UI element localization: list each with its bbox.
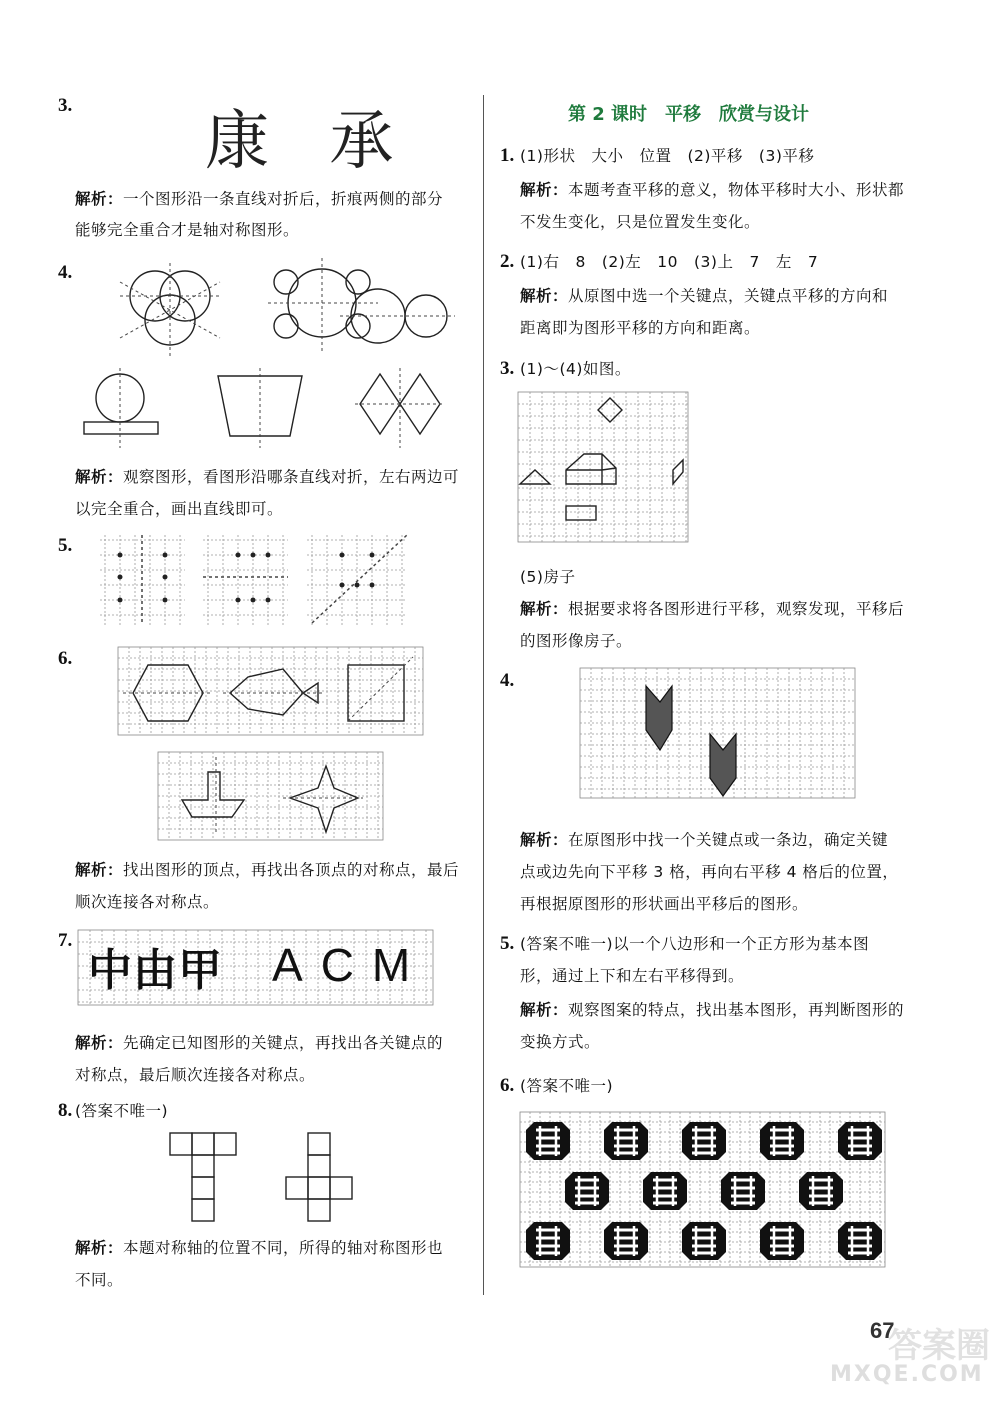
q7-letter: C — [320, 939, 372, 991]
q6-explanation: 解析：找出图形的顶点，再找出各顶点的对称点，最后 — [75, 861, 460, 879]
r-q3-explanation: 解析：根据要求将各图形进行平移，观察发现，平移后 — [520, 600, 905, 618]
q7-explanation-2: 对称点，最后顺次连接各对称点。 — [75, 1066, 316, 1084]
watermark-logo: 答案圈 — [888, 1326, 990, 1366]
r-q3-grid — [518, 392, 693, 547]
knot-tile — [604, 1222, 648, 1260]
section-title: 第 2 课时 平移 欣赏与设计 — [568, 104, 810, 125]
r-q3-sub: (5)房子 — [520, 568, 576, 586]
q4-two-circles — [340, 286, 460, 356]
q5-number: 5. — [58, 535, 73, 556]
r-q2-explanation: 解析：从原图中选一个关键点，关键点平移的方向和 — [520, 287, 889, 305]
q4-explanation-2: 以完全重合，画出直线即可。 — [75, 500, 284, 518]
knot-tile — [838, 1122, 882, 1160]
knot-tile — [799, 1172, 843, 1210]
knot-tile — [526, 1122, 570, 1160]
q7-char: 中 — [88, 945, 133, 996]
q6-explanation-2: 顺次连接各对称点。 — [75, 893, 220, 911]
q3-explanation-2: 能够完全重合才是轴对称图形。 — [75, 221, 300, 239]
r-q5-text: (答案不唯一)以一个八边形和一个正方形为基本图 — [520, 935, 870, 953]
r-q2-explanation-2: 距离即为图形平移的方向和距离。 — [520, 319, 761, 337]
r-q4-number: 4. — [500, 670, 515, 691]
q7-number: 7. — [58, 930, 73, 951]
page-number: 67 — [870, 1318, 895, 1343]
r-q4-explanation-2: 点或边先向下平移 3 格，再向右平移 4 格后的位置， — [520, 863, 899, 881]
q3-glyphs: 康 承 — [205, 105, 414, 179]
knot-tile — [565, 1172, 609, 1210]
knot-tile — [643, 1172, 687, 1210]
q8-text: (答案不唯一) — [75, 1102, 169, 1120]
r-q1-explanation-2: 不发生变化，只是位置发生变化。 — [520, 213, 761, 231]
q7-chinese-chars — [88, 934, 223, 998]
knot-tile — [760, 1222, 804, 1260]
knot-tile — [604, 1122, 648, 1160]
r-q4-grid — [580, 668, 860, 803]
r-q5-text-2: 形，通过上下和左右平移得到。 — [520, 967, 745, 985]
r-q4-explanation: 解析：在原图形中找一个关键点或一条边，确定关键 — [520, 831, 889, 849]
q8-explanation: 解析：本题对称轴的位置不同，所得的轴对称图形也 — [75, 1239, 444, 1257]
q8-number: 8. — [58, 1100, 73, 1121]
r-q3-text: (1)～(4)如图。 — [520, 360, 631, 378]
knot-tile — [721, 1172, 765, 1210]
q3-explanation: 解析：一个图形沿一条直线对折后，折痕两侧的部分 — [75, 190, 444, 208]
r-q1-text: (1)形状 大小 位置 (2)平移 (3)平移 — [520, 147, 815, 165]
r-q6-number: 6. — [500, 1075, 515, 1096]
r-q5-number: 5. — [500, 933, 515, 954]
q7-letter: M — [371, 939, 429, 991]
r-q4-explanation-3: 再根据原图形的形状画出平移后的图形。 — [520, 895, 809, 913]
q4-number: 4. — [58, 262, 73, 283]
knot-tile — [838, 1222, 882, 1260]
q7-explanation: 解析：先确定已知图形的关键点，再找出各关键点的 — [75, 1034, 444, 1052]
r-q5-explanation: 解析：观察图案的特点，找出基本图形，再判断图形的 — [520, 1001, 905, 1019]
knot-tile — [526, 1222, 570, 1260]
r-q1-number: 1. — [500, 145, 515, 166]
q8-explanation-2: 不同。 — [75, 1271, 124, 1289]
q6-number: 6. — [58, 648, 73, 669]
knot-tile — [682, 1122, 726, 1160]
q7-char: 甲 — [178, 945, 223, 996]
q4-explanation: 解析：观察图形，看图形沿哪条直线对折，左右两边可 — [75, 468, 460, 486]
column-divider — [483, 95, 484, 1295]
r-q1-explanation: 解析：本题考查平移的意义，物体平移时大小、形状都 — [520, 181, 905, 199]
knot-tile — [682, 1222, 726, 1260]
q7-letters — [272, 938, 428, 992]
q7-letter: A — [272, 939, 321, 991]
q8-figures — [170, 1133, 370, 1228]
q4-second-row — [80, 368, 480, 458]
knot-tile — [760, 1122, 804, 1160]
r-q3-explanation-2: 的图形像房子。 — [520, 632, 633, 650]
r-q3-number: 3. — [500, 358, 515, 379]
q6-grid-bottom — [158, 752, 388, 842]
q3-number: 3. — [58, 95, 73, 116]
watermark-url: MXQE.COM — [830, 1362, 984, 1387]
r-q5-explanation-2: 变换方式。 — [520, 1033, 601, 1051]
r-q6-pattern — [520, 1112, 890, 1272]
q7-char: 由 — [133, 945, 178, 996]
q6-grid-top — [118, 647, 438, 737]
r-q2-number: 2. — [500, 251, 515, 272]
r-q2-text: (1)右 8 (2)左 10 (3)上 7 左 7 — [520, 253, 819, 271]
r-q6-text: (答案不唯一) — [520, 1077, 614, 1095]
q5-dot-grids — [100, 535, 410, 630]
